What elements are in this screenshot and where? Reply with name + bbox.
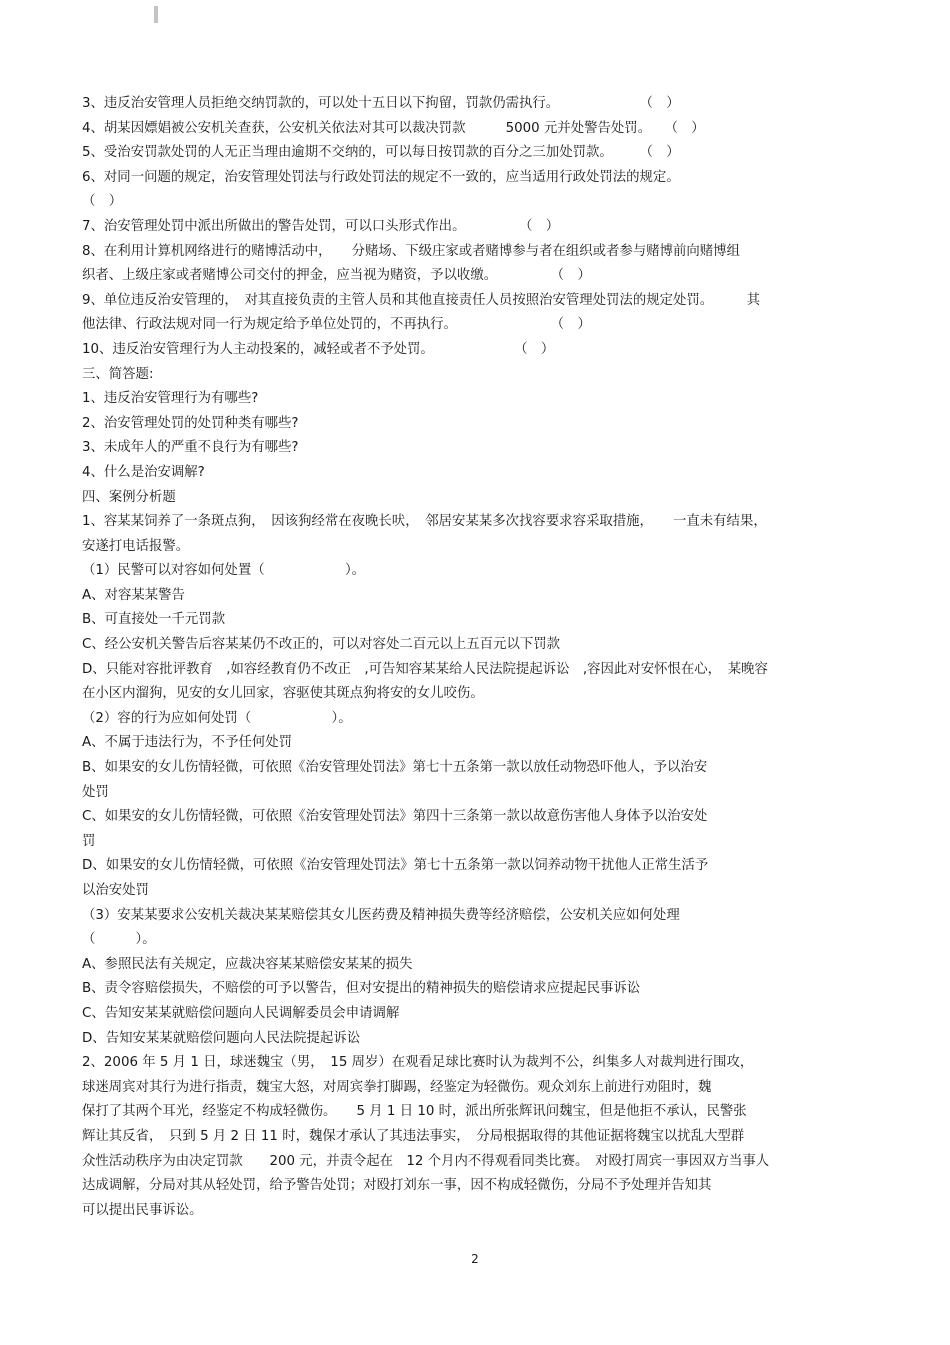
text-line: 2、2006 年 5 月 1 日，球迷魏宝（男， 15 周岁）在观看足球比赛时认为裁判不公，纠集多人对裁判进行围攻，: [82, 1055, 754, 1071]
text-line: 3、违反治安管理人员拒绝交纳罚款的，可以处十五日以下拘留，罚款仍需执行。 （ ）: [82, 96, 680, 111]
text-line: 9、单位违反治安管理的， 对其直接负责的主管人员和其他直接责任人员按照治安管理处罚法的规定处罚。 其: [82, 292, 761, 308]
text-line: 6、对同一问题的规定，治安管理处罚法与行政处罚法的规定不一致的，应当适用行政处罚法的规定。: [82, 169, 680, 185]
text-line: A、不属于违法行为，不予任何处罚: [82, 735, 293, 751]
text-line: 罚: [82, 833, 96, 849]
text-line: 织者、上级庄家或者赌博公司交付的押金，应当视为赌资，予以收缴。 （ ）: [82, 268, 591, 284]
text-line: D、只能对容批评教育 ,如容经教育仍不改正 ,可告知容某某给人民法院提起诉讼 ,容因此对安怀恨在心， 某晚容: [82, 661, 768, 677]
text-line: （1）民警可以对容如何处置（ ）。: [82, 563, 366, 579]
text-line: D、告知安某某就赔偿问题向人民法院提起诉讼: [82, 1030, 361, 1046]
text-line: 辉让其反省， 只到 5 月 2 日 11 时，魏保才承认了其违法事实， 分局根据取得的其他证据将魏宝以扰乱大型群: [82, 1128, 745, 1144]
text-line: （3）安某某要求公安机关裁决某某赔偿其女儿医药费及精神损失费等经济赔偿，公安机关应如何处理: [82, 907, 680, 923]
document-body: [82, 92, 872, 1223]
text-line: A、对容某某警告: [82, 587, 185, 603]
text-line: 2、治安管理处罚的处罚种类有哪些?: [82, 415, 299, 431]
text-line: C、经公安机关警告后容某某仍不改正的，可以对容处二百元以上五百元以下罚款: [82, 637, 561, 653]
page-number: 2: [471, 1252, 479, 1266]
text-line: 3、未成年人的严重不良行为有哪些?: [82, 440, 299, 456]
text-line: 7、治安管理处罚中派出所做出的警告处罚，可以口头形式作出。 （ ）: [82, 218, 560, 234]
text-line: 5、受治安罚款处罚的人无正当理由逾期不交纳的，可以每日按罚款的百分之三加处罚款。 （ ）: [82, 145, 680, 161]
text-line: D、如果安的女儿伤情轻微，可依照《治安管理处罚法》第七十五条第一款以饲养动物干扰他人正常生活予: [82, 858, 709, 874]
text-line: 8、在利用计算机网络进行的赌博活动中， 分赌场、下级庄家或者赌博参与者在组织或者参与赌博前向赌博组: [82, 243, 740, 259]
text-line: 1、容某某饲养了一条斑点狗， 因该狗经常在夜晚长吠， 邻居安某某多次找容要求容采取措施， 一直未有结果，: [82, 514, 767, 530]
text-line: （ ）: [82, 194, 123, 210]
text-line: 10、违反治安管理行为人主动投案的，减轻或者不予处罚。 （ ）: [82, 341, 555, 357]
text-line: （ ）。: [82, 932, 156, 948]
text-line: 三、简答题:: [82, 366, 154, 382]
text-line: A、参照民法有关规定，应裁决容某某赔偿安某某的损失: [82, 956, 413, 972]
text-line: 达成调解，分局对其从轻处罚，给予警告处罚；对殴打刘东一事，因不构成轻微伤，分局不予处理并告知其: [82, 1178, 712, 1194]
text-line: B、责令容赔偿损失，不赔偿的可予以警告，但对安提出的精神损失的赔偿请求应提起民事诉讼: [82, 981, 641, 997]
text-line: B、可直接处一千元罚款: [82, 612, 226, 628]
text-line: 他法律、行政法规对同一行为规定给予单位处罚的，不再执行。 （ ）: [82, 317, 591, 333]
text-line: （2）容的行为应如何处罚（ ）。: [82, 710, 352, 726]
text-line: C、如果安的女儿伤情轻微，可依照《治安管理处罚法》第四十三条第一款以故意伤害他人身体予以治安处: [82, 809, 708, 825]
text-line: 众性活动秩序为由决定罚款 200 元，并责令起在 12 个月内不得观看同类比赛。 对殴打周宾一事因双方当事人: [82, 1153, 770, 1169]
text-line: C、告知安某某就赔偿问题向人民调解委员会申请调解: [82, 1005, 400, 1021]
scan-mark: [154, 6, 158, 23]
text-line: 以治安处罚: [82, 883, 149, 898]
text-line: 球迷周宾对其行为进行指责，魏宝大怒，对周宾拳打脚踢，经鉴定为轻微伤。观众刘东上前进行劝阻时，魏: [82, 1079, 712, 1095]
text-line: 处罚: [82, 784, 109, 800]
text-line: 保打了其两个耳光，经鉴定不构成轻微伤。 5 月 1 日 10 时，派出所张辉讯问魏宝，但是他拒不承认，民警张: [82, 1104, 747, 1120]
text-line: 可以提出民事诉讼。: [82, 1202, 203, 1218]
text-line: 在小区内溜狗，见安的女儿回家，容驱使其斑点狗将安的女儿咬伤。: [82, 686, 484, 702]
text-line: 4、胡某因嫖娼被公安机关查获，公安机关依法对其可以裁决罚款 5000 元并处警告处罚。 （ ）: [82, 120, 705, 136]
text-line: 1、违反治安管理行为有哪些?: [82, 391, 259, 407]
text-line: B、如果安的女儿伤情轻微，可依照《治安管理处罚法》第七十五条第一款以放任动物恐吓他人，予以治安: [82, 760, 708, 776]
text-line: 四、案例分析题: [82, 489, 176, 505]
text-line: 安遂打电话报警。: [82, 538, 190, 554]
text-line: 4、什么是治安调解?: [82, 464, 205, 480]
